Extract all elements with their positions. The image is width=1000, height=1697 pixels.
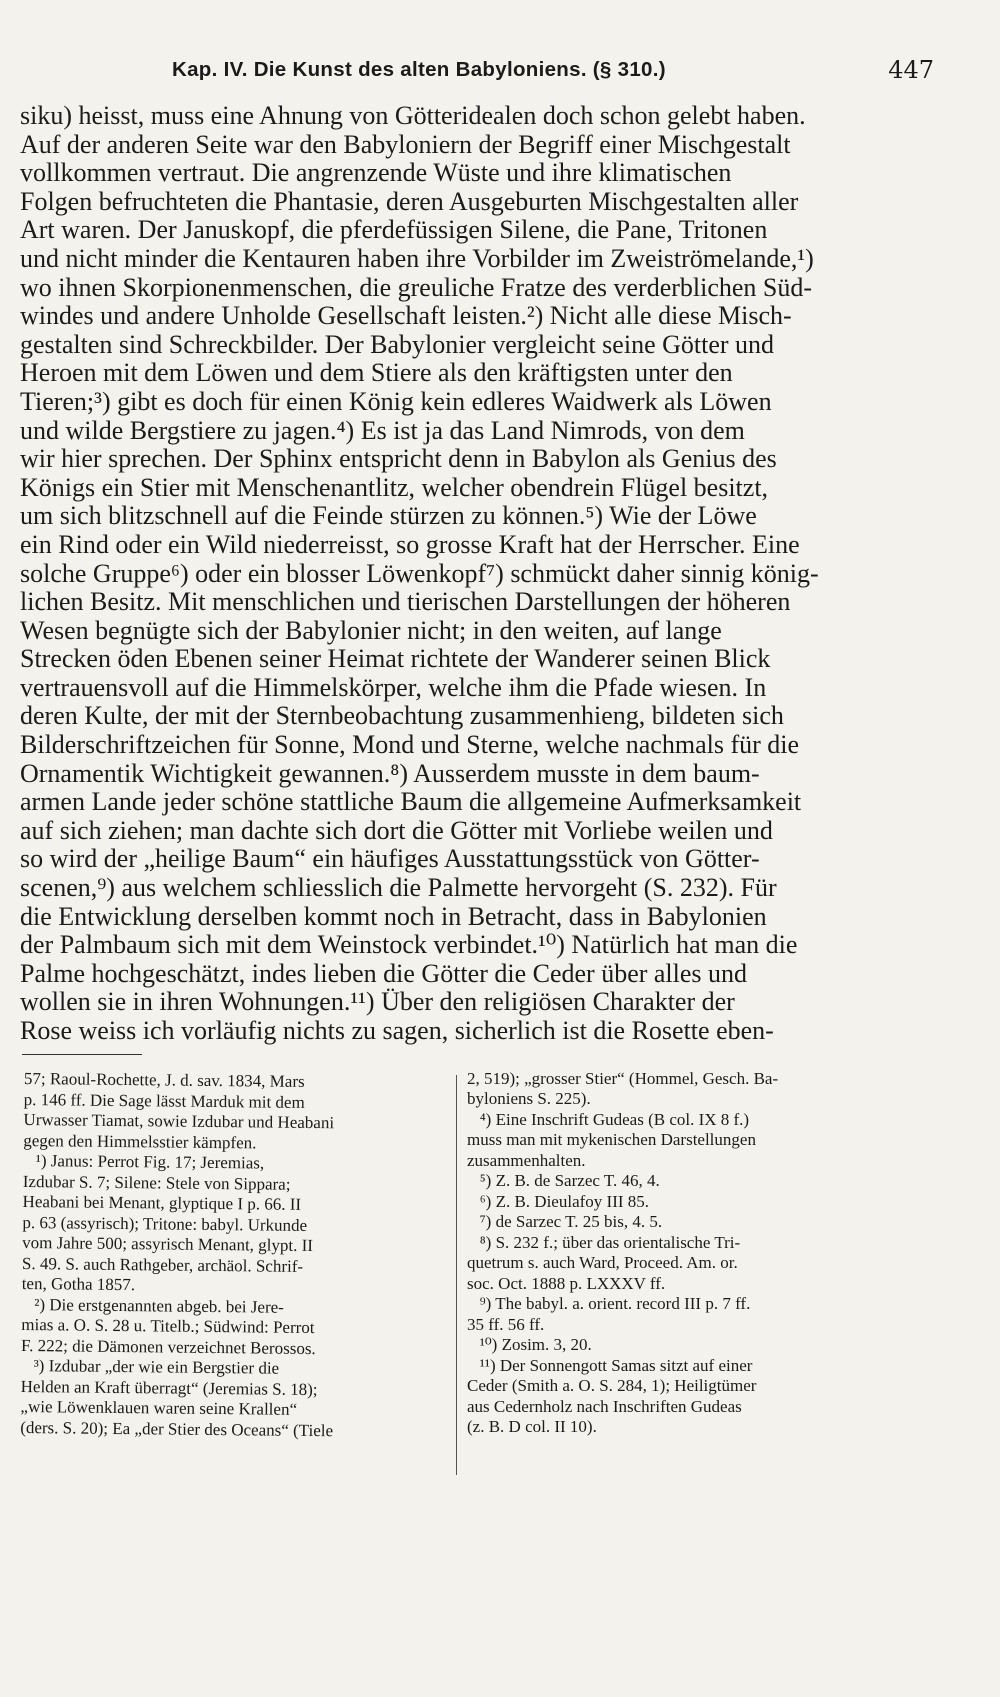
footnote-line: Helden an Kraft überragt“ (Jeremias S. 18); [20,1376,318,1399]
body-line: Palme hochgeschätzt, indes lieben die Götter die Ceder über alles und [20,958,748,988]
body-line: Heroen mit dem Löwen und dem Stiere als den kräftigsten unter den [20,358,733,388]
footnote-line: 57; Raoul-Rochette, J. d. sav. 1834, Mars [23,1068,305,1091]
body-line: Wesen begnügte sich der Babylonier nicht; in den weiten, auf lange [20,615,722,645]
footnote-line: p. 63 (assyrisch); Tritone: babyl. Urkunde [22,1212,308,1235]
body-line: Strecken öden Ebenen seiner Heimat richtete der Wanderer seinen Blick [20,644,771,674]
body-line: der Palmbaum sich mit dem Weinstock verbindet.¹⁰) Natürlich hat man die [20,930,798,960]
footnote-line: quetrum s. auch Ward, Proceed. Am. or. [467,1253,738,1273]
body-line: ein Rind oder ein Wild niederreisst, so grosse Kraft hat der Herrscher. Eine [20,529,800,559]
page-number: 447 [888,56,934,84]
footnotes [20,1069,940,1475]
body-line: Art waren. Der Januskopf, die pferdefüssigen Silene, die Pane, Tritonen [20,215,768,245]
footnote-line: aus Cedernholz nach Inschriften Gudeas [467,1396,742,1416]
footnotes-left-column [20,1069,444,1479]
body-line: Königs ein Stier mit Menschenantlitz, welcher obendrein Flügel besitzt, [20,472,769,502]
footnote-line: Ceder (Smith a. O. S. 284, 1); Heiligtümer [467,1376,757,1396]
body-line: vertrauensvoll auf die Himmelskörper, welche ihm die Pfade wiesen. In [20,672,767,702]
footnote-line: F. 222; die Dämonen verzeichnet Berossos. [21,1335,316,1358]
footnote-column-divider [456,1075,457,1475]
footnote-line: ²) Die erstgenannten abgeb. bei Jere- [21,1294,284,1316]
footnote-line: ten, Gotha 1857. [21,1273,136,1294]
footnote-line: 35 ff. 56 ff. [467,1314,545,1334]
body-line: und wilde Bergstiere zu jagen.⁴) Es ist ja das Land Nimrods, von dem [20,415,745,445]
body-line: wollen sie in ihren Wohnungen.¹¹) Über den religiösen Charakter der [20,987,735,1017]
footnote-line: muss man mit mykenischen Darstellungen [467,1130,756,1150]
footnote-line: soc. Oct. 1888 p. LXXXV ff. [467,1273,666,1293]
body-line: siku) heisst, muss eine Ahnung von Götteridealen doch schon gelebt haben. [20,101,806,130]
footnote-line: ⁶) Z. B. Dieulafoy III 85. [467,1191,650,1211]
body-line: und nicht minder die Kentauren haben ihre Vorbilder im Zweiströmelande,¹) [20,243,814,273]
footnote-line: mias a. O. S. 28 u. Titelb.; Südwind: Perrot [21,1314,315,1337]
body-line: so wird der „heilige Baum“ ein häufiges Ausstattungsstück von Götter- [20,844,760,874]
body-line: solche Gruppe⁶) oder ein blosser Löwenkopf⁷) schmückt daher sinnig könig- [20,558,819,588]
footnote-line: Heabani bei Menant, glyptique I p. 66. II [22,1191,302,1214]
footnote-line: zusammenhalten. [467,1150,586,1170]
footnote-rule [22,1054,142,1055]
body-text [20,102,940,1046]
footnote-line: byloniens S. 225). [467,1089,591,1109]
footnote-line: ¹¹) Der Sonnengott Samas sitzt auf einer [467,1355,753,1375]
footnote-line: p. 146 ff. Die Sage lässt Marduk mit dem [23,1089,305,1112]
footnote-line: ⁷) de Sarzec T. 25 bis, 4. 5. [467,1212,663,1232]
footnote-line: ⁸) S. 232 f.; über das orientalische Tri- [467,1232,741,1252]
body-line: Ornamentik Wichtigkeit gewannen.⁸) Ausserdem musste in dem baum- [20,758,760,788]
body-line: scenen,⁹) aus welchem schliesslich die Palmette hervorgeht (S. 232). Für [20,873,777,903]
body-line: vollkommen vertraut. Die angrenzende Wüste und ihre klimatischen [20,158,732,188]
footnote-line: Urwasser Tiamat, sowie Izdubar und Heabani [23,1109,335,1132]
body-line: die Entwicklung derselben kommt noch in Betracht, dass in Babylonien [20,901,767,931]
footnote-line: ⁴) Eine Inschrift Gudeas (B col. IX 8 f.) [467,1109,750,1129]
body-line: armen Lande jeder schöne stattliche Baum die allgemeine Aufmerksamkeit [20,787,802,817]
body-line: Auf der anderen Seite war den Babyloniern der Begriff einer Mischgestalt [20,129,791,159]
page-header [20,48,940,88]
body-line: gestalten sind Schreckbilder. Der Babylonier vergleicht seine Götter und [20,329,775,359]
footnote-line: S. 49. S. auch Rathgeber, archäol. Schrif- [21,1253,304,1276]
footnote-line: Izdubar S. 7; Silene: Stele von Sippara; [22,1171,291,1193]
footnote-line: ¹⁰) Zosim. 3, 20. [467,1335,592,1355]
footnote-line: (ders. S. 20); Ea „der Stier des Oceans“ (Tiele [20,1417,334,1440]
footnote-line: vom Jahre 500; assyrisch Menant, glypt. II [22,1232,314,1255]
footnote-line: 2, 519); „grosser Stier“ (Hommel, Gesch. Ba- [467,1068,779,1088]
body-line: Tieren;³) gibt es doch für einen König kein edleres Waidwerk als Löwen [20,386,772,416]
body-line: lichen Besitz. Mit menschlichen und tierischen Darstellungen der höheren [20,587,791,617]
body-line: windes und andere Unholde Gesellschaft leisten.²) Nicht alle diese Misch- [20,301,792,331]
body-line: wo ihnen Skorpionenmenschen, die greuliche Fratze des verderblichen Süd- [20,272,813,302]
footnotes-right-column [467,1069,897,1475]
running-head: Kap. IV. Die Kunst des alten Babyloniens. (§ 310.) [172,58,666,81]
footnote-line: ⁵) Z. B. de Sarzec T. 46, 4. [467,1171,660,1191]
footnote-line: ³) Izdubar „der wie ein Bergstier die [20,1355,280,1378]
body-line: Folgen befruchteten die Phantasie, deren Ausgeburten Mischgestalten aller [20,186,799,216]
footnote-line: ¹) Janus: Perrot Fig. 17; Jeremias, [22,1150,265,1173]
body-line: Bilderschriftzeichen für Sonne, Mond und Sterne, welche nachmals für die [20,730,800,760]
body-line: wir hier sprechen. Der Sphinx entspricht denn in Babylon als Genius des [20,444,777,474]
footnote-line: „wie Löwenklauen waren seine Krallen“ [20,1396,298,1419]
body-line: deren Kulte, der mit der Sternbeobachtung zusammenhieng, bildeten sich [20,701,784,731]
body-line: auf sich ziehen; man dachte sich dort die Götter mit Vorliebe weilen und [20,815,773,845]
body-line: um sich blitzschnell auf die Feinde stürzen zu können.⁵) Wie der Löwe [20,501,757,531]
footnote-line: gegen den Himmelsstier kämpfen. [23,1130,257,1152]
footnote-line: ⁹) The babyl. a. orient. record III p. 7 ff. [467,1294,751,1314]
footnote-line: (z. B. D col. II 10). [467,1417,597,1437]
body-line: Rose weiss ich vorläufig nichts zu sagen, sicherlich ist die Rosette eben- [20,1016,774,1045]
